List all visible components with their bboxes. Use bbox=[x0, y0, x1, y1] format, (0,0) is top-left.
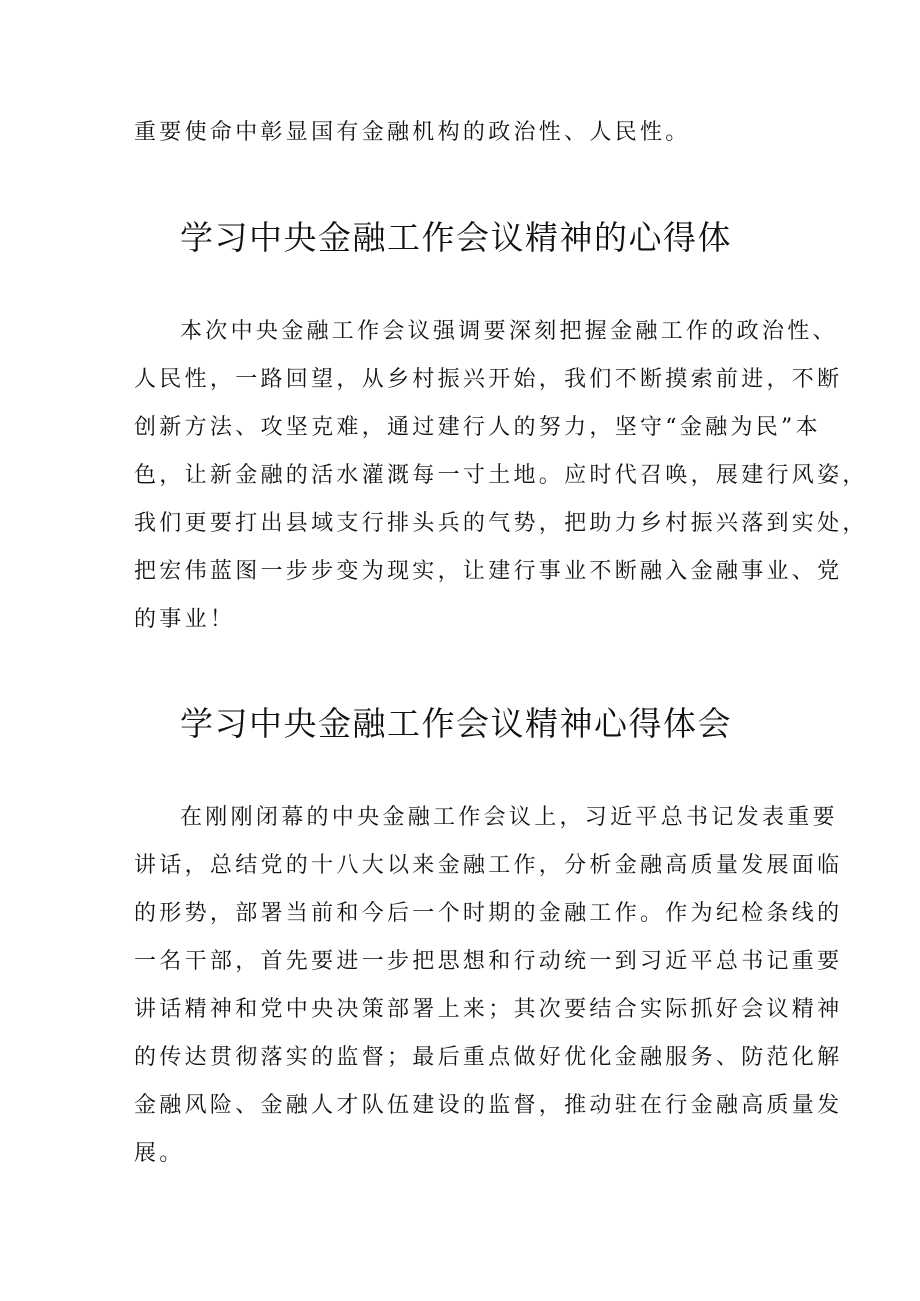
section-1-paragraph-line: 我们更要打出县域支行排头兵的气势，把助力乡村振兴落到实处， bbox=[134, 511, 868, 536]
section-1-paragraph-line: 人民性，一路回望，从乡村振兴开始，我们不断摸索前进，不断 bbox=[134, 367, 843, 392]
section-2-paragraph-line: 的传达贯彻落实的监督；最后重点做好优化金融服务、防范化解 bbox=[134, 1045, 843, 1070]
section-2-paragraph-line: 在刚刚闭幕的中央金融工作会议上，习近平总书记发表重要 bbox=[180, 805, 838, 830]
section-2-paragraph-line: 的形势，部署当前和今后一个时期的金融工作。作为纪检条线的 bbox=[134, 901, 843, 926]
continuation-line: 重要使命中彰显国有金融机构的政治性、人民性。 bbox=[134, 120, 691, 145]
section-1-paragraph-line: 的事业！ bbox=[134, 607, 236, 632]
section-2-title: 学习中央金融工作会议精神心得体会 bbox=[180, 704, 732, 743]
section-2-paragraph-line: 讲话精神和党中央决策部署上来；其次要结合实际抓好会议精神 bbox=[134, 997, 843, 1022]
section-1-paragraph-line: 本次中央金融工作会议强调要深刻把握金融工作的政治性、 bbox=[180, 319, 838, 344]
section-2-paragraph-line: 讲话，总结党的十八大以来金融工作，分析金融高质量发展面临 bbox=[134, 853, 843, 878]
section-2-paragraph-line: 金融风险、金融人才队伍建设的监督，推动驻在行金融高质量发 bbox=[134, 1093, 843, 1118]
section-2-paragraph-line: 一名干部，首先要进一步把思想和行动统一到习近平总书记重要 bbox=[134, 949, 843, 974]
section-1-paragraph-line: 把宏伟蓝图一步步变为现实，让建行事业不断融入金融事业、党 bbox=[134, 559, 843, 584]
section-1-paragraph-line: 色，让新金融的活水灌溉每一寸土地。应时代召唤，展建行风姿， bbox=[134, 463, 868, 488]
section-2-paragraph-line: 展。 bbox=[134, 1141, 185, 1166]
section-1-title: 学习中央金融工作会议精神的心得体 bbox=[180, 218, 732, 257]
section-1-paragraph-line: 创新方法、攻坚克难，通过建行人的努力，坚守“金融为民”本 bbox=[134, 415, 821, 440]
